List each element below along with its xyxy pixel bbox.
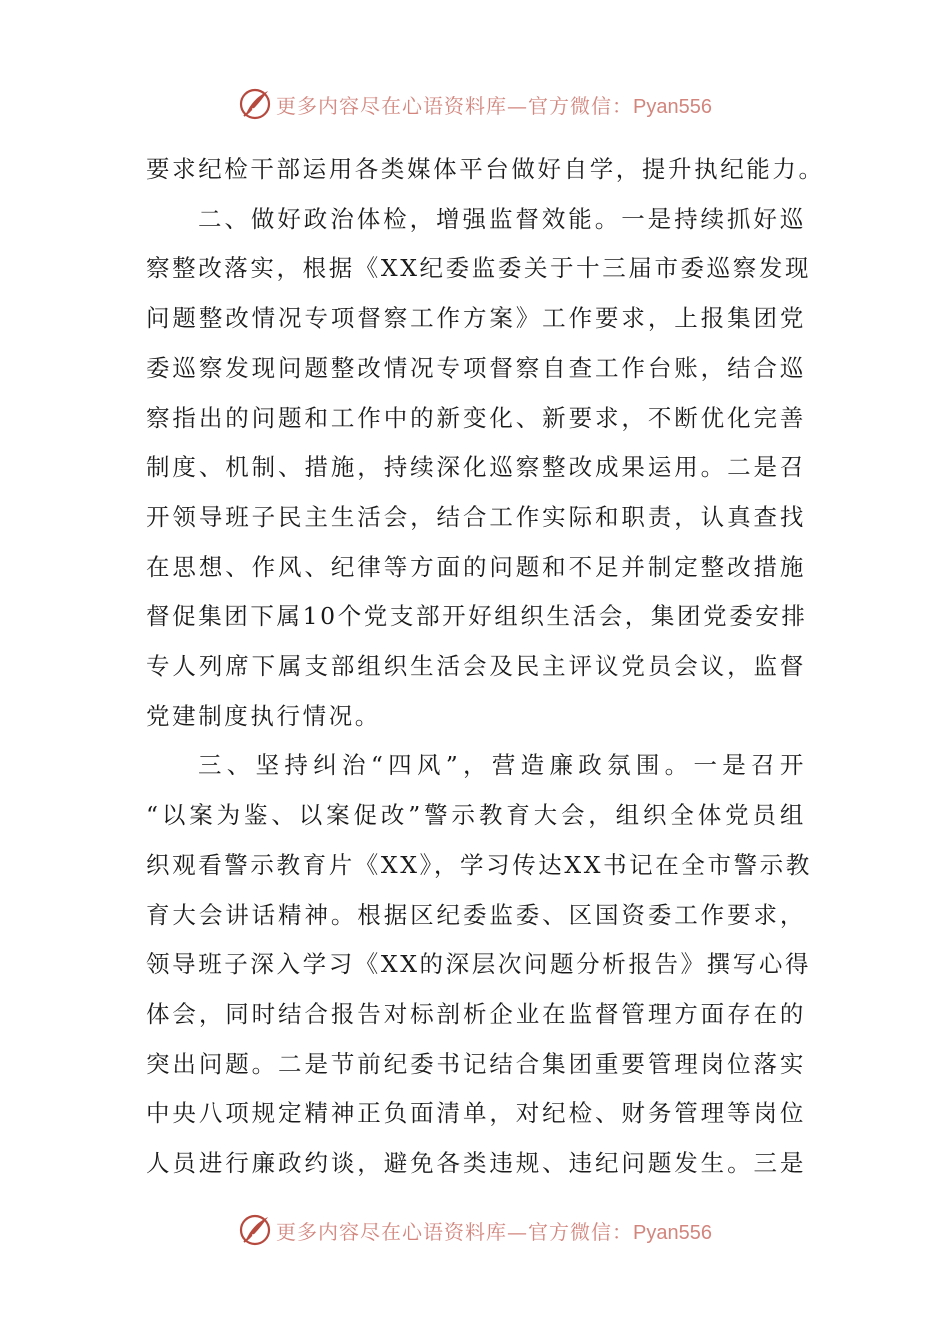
footer-banner <box>0 1210 950 1250</box>
text-line: 察指出的问题和工作中的新变化、新要求，不断优化完善 <box>146 403 806 432</box>
text-line: 领导班子深入学习《XX的深层次问题分析报告》撰写心得 <box>146 950 812 979</box>
text-line: 问题整改情况专项督察工作方案》工作要求，上报集团党 <box>146 304 806 333</box>
paragraph-1-tail <box>146 145 825 195</box>
quill-pen-icon <box>238 1213 272 1247</box>
text-line: 专人列席下属支部组织生活会及民主评议党员会议，监督 <box>146 652 806 681</box>
text-line: 体会，同时结合报告对标剖析企业在监督管理方面存在的 <box>146 999 806 1028</box>
paragraph-3 <box>146 741 812 1188</box>
text-line: “以案为鉴、以案促改”警示教育大会，组织全体党员组 <box>146 801 806 830</box>
text-line: 党建制度执行情况。 <box>146 701 381 730</box>
footer-banner-text <box>276 1216 712 1245</box>
header-banner-text <box>276 90 712 119</box>
text-line: 二、做好政治体检，增强监督效能。一是持续抓好巡 <box>198 204 806 233</box>
paragraph-2 <box>146 195 812 742</box>
text-line: 制度、机制、措施，持续深化巡察整改成果运用。二是召 <box>146 453 806 482</box>
text-line: 三、坚持纠治“四风”，营造廉政氛围。一是召开 <box>198 751 806 780</box>
quill-pen-icon <box>238 87 272 121</box>
header-banner <box>0 84 950 124</box>
footer-banner-label: 更多内容尽在心语资料库—官方微信： <box>276 1219 634 1244</box>
text-line: 人员进行廉政约谈，避免各类违规、违纪问题发生。三是 <box>146 1149 806 1178</box>
text-line: 中央八项规定精神正负面清单，对纪检、财务管理等岗位 <box>146 1099 806 1128</box>
text-line: 育大会讲话精神。根据区纪委监委、区国资委工作要求， <box>146 900 806 929</box>
text-line: 察整改落实，根据《XX纪委监委关于十三届市委巡察发现 <box>146 254 812 283</box>
text-line: 督促集团下属10个党支部开好组织生活会，集团党委安排 <box>146 602 808 631</box>
header-banner-wechat: Pyan556 <box>633 95 712 118</box>
header-banner-label: 更多内容尽在心语资料库—官方微信： <box>276 93 634 118</box>
text-line: 要求纪检干部运用各类媒体平台做好自学，提升执纪能力。 <box>146 155 825 183</box>
text-line: 开领导班子民主生活会，结合工作实际和职责，认真查找 <box>146 502 806 531</box>
footer-banner-wechat: Pyan556 <box>633 1221 712 1244</box>
document-body <box>146 145 825 1189</box>
text-line: 织观看警示教育片《XX》，学习传达XX书记在全市警示教 <box>146 850 812 879</box>
text-line: 突出问题。二是节前纪委书记结合集团重要管理岗位落实 <box>146 1049 806 1078</box>
text-line: 在思想、作风、纪律等方面的问题和不足并制定整改措施 <box>146 552 806 581</box>
text-line: 委巡察发现问题整改情况专项督察自查工作台账，结合巡 <box>146 353 806 382</box>
